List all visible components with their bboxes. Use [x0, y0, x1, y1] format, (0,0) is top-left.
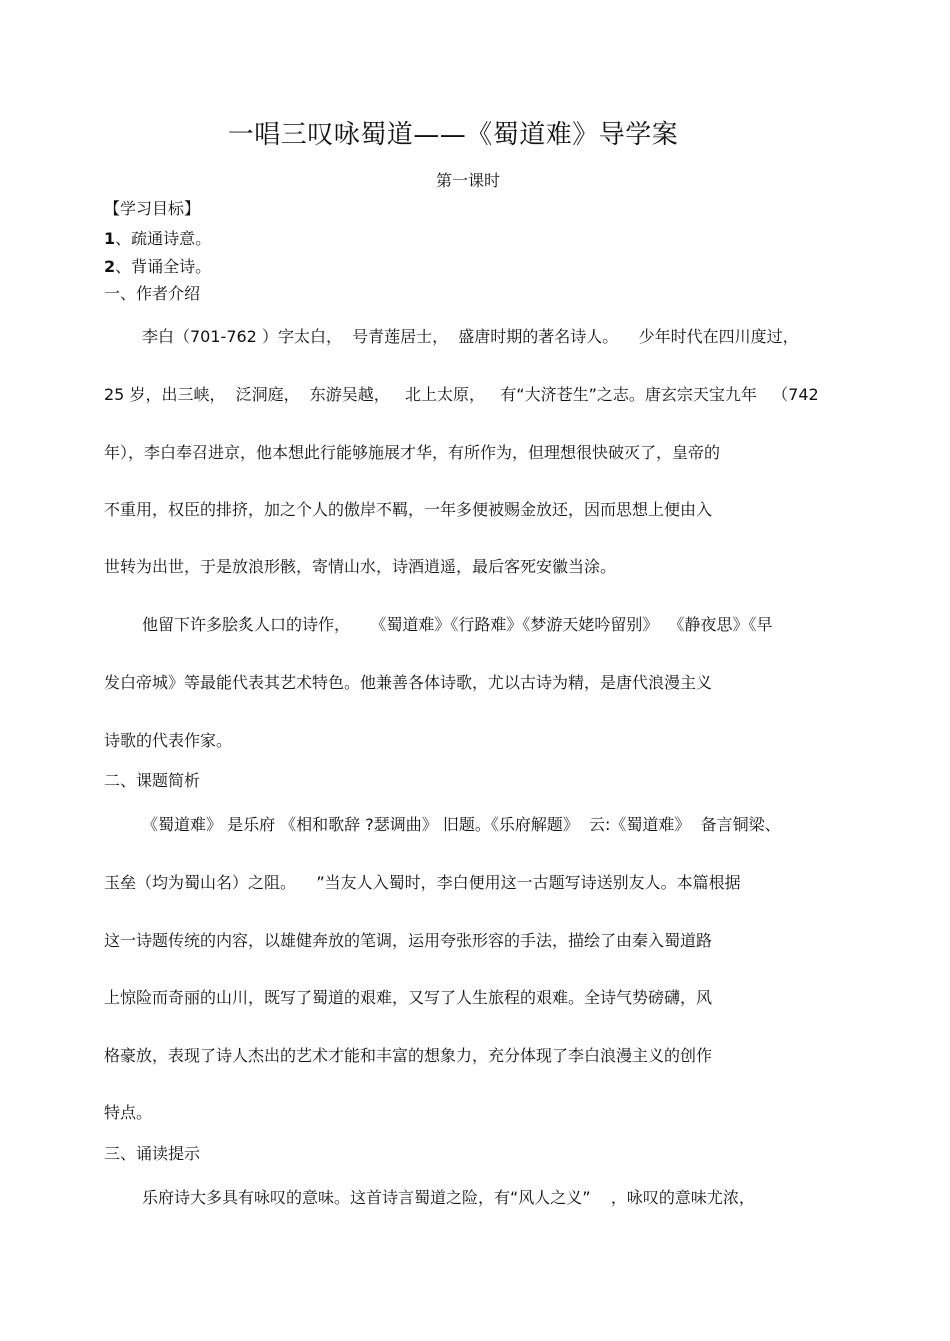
paragraph-line: 诗歌的代表作家。 — [104, 731, 233, 750]
section-heading-analysis: 二、课题简析 — [104, 771, 201, 790]
goal-text: 、疏通诗意。 — [115, 229, 212, 248]
paragraph-line: 上惊险而奇丽的山川，既写了蜀道的艰难，又写了人生旅程的艰难。全诗气势磅礴，风 — [104, 988, 713, 1007]
paragraph-line: 玉垒（均为蜀山名）之阻。 ”当友人入蜀时，李白便用这一古题写诗送别友人。本篇根据 — [104, 873, 741, 892]
goals-heading: 【学习目标】 — [104, 199, 201, 218]
paragraph-line: 这一诗题传统的内容，以雄健奔放的笔调，运用夸张形容的手法，描绘了由秦入蜀道路 — [104, 931, 713, 950]
paragraph-line: 年），李白奉召进京，他本想此行能够施展才华，有所作为，但理想很快破灭了，皇帝的 — [104, 443, 721, 462]
section-heading-reading: 三、诵读提示 — [104, 1144, 201, 1163]
document-title: 一唱三叹咏蜀道——《蜀道难》导学案 — [227, 120, 679, 150]
paragraph-line: 李白（701-762 ）字太白， 号青莲居士， 盛唐时期的著名诗人。 少年时代在四川度过， — [142, 327, 799, 346]
lesson-subtitle: 第一课时 — [435, 171, 500, 190]
section-heading-author: 一、作者介绍 — [104, 284, 201, 303]
paragraph-line: 特点。 — [104, 1103, 153, 1122]
paragraph-line: 他留下许多脍炙人口的诗作， 《蜀道难》《行路难》《梦游天姥吟留别》 《静夜思》《早 — [142, 615, 773, 634]
paragraph-line: 不重用，权臣的排挤，加之个人的傲岸不羁，一年多便被赐金放还，因而思想上便由入 — [104, 500, 713, 519]
goal-item — [104, 257, 211, 277]
paragraph-line: 发白帝城》等最能代表其艺术特色。他兼善各体诗歌，尤以古诗为精，是唐代浪漫主义 — [104, 673, 713, 692]
paragraph-line: 《蜀道难》 是乐府 《相和歌辞 ?瑟调曲》 旧题。《乐府解题》 云:《蜀道难》 备言铜梁、 — [142, 815, 781, 834]
paragraph-line: 25 岁，出三峡， 泛洞庭， 东游吴越， 北上太原， 有“大济苍生”之志。唐玄宗天宝九年 （742 — [104, 385, 819, 404]
goal-text: 、背诵全诗。 — [115, 257, 212, 276]
goal-item — [104, 229, 211, 249]
goal-number: 1 — [104, 229, 116, 248]
paragraph-line: 世转为出世，于是放浪形骸，寄情山水，诗酒逍遥，最后客死安徽当涂。 — [104, 557, 617, 576]
goal-number: 2 — [104, 257, 116, 276]
paragraph-line: 格豪放，表现了诗人杰出的艺术才能和丰富的想象力，充分体现了李白浪漫主义的创作 — [104, 1046, 713, 1065]
paragraph-line: 乐府诗大多具有咏叹的意味。这首诗言蜀道之险，有“风人之义” ，咏叹的意味尤浓， — [142, 1188, 755, 1207]
